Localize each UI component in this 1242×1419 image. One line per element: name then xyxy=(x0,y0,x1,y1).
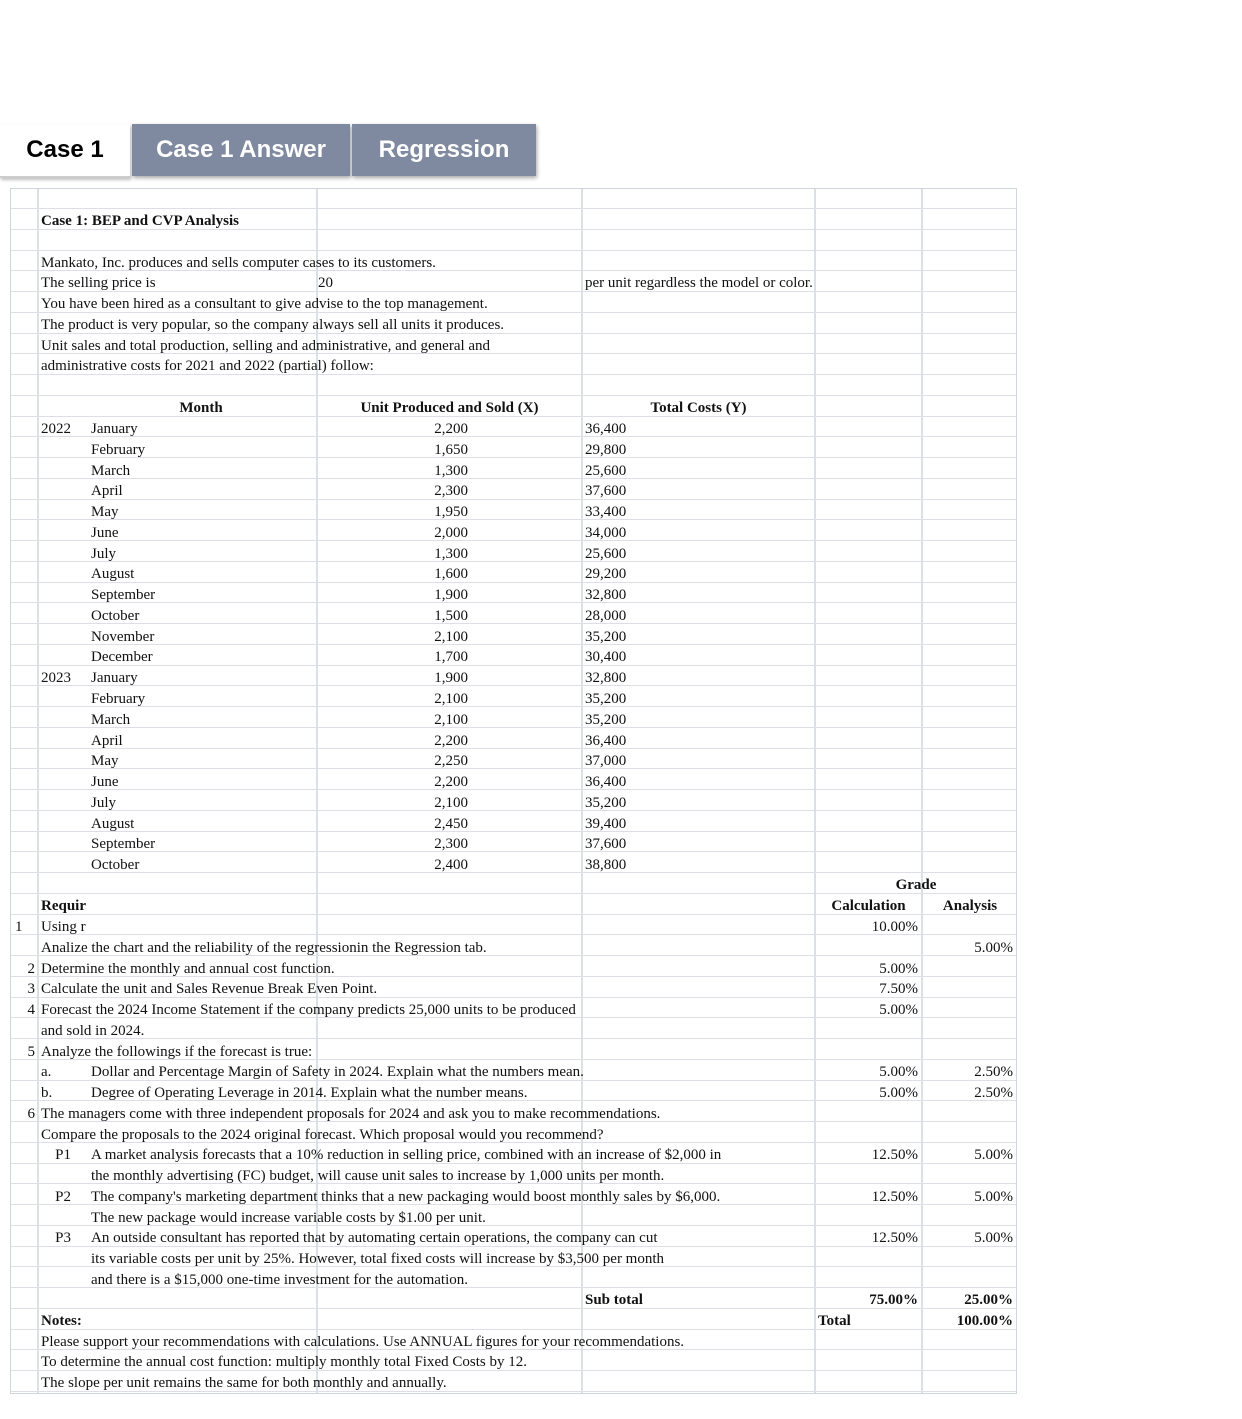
cell-year[interactable]: 2023 xyxy=(41,670,71,686)
grade-analysis-cell[interactable]: 5.00% xyxy=(974,1147,1013,1163)
cell-units[interactable]: 1,500 xyxy=(434,608,468,624)
grade-calculation-cell[interactable]: 12.50% xyxy=(871,1230,918,1246)
grade-title: Grade xyxy=(895,877,937,893)
cell-cost[interactable]: 35,200 xyxy=(585,712,627,728)
cell-units[interactable]: 1,900 xyxy=(434,587,468,603)
grade-calculation-cell[interactable]: 12.50% xyxy=(871,1147,918,1163)
grid-row-line xyxy=(11,768,1016,769)
sheet-tabs xyxy=(0,124,540,178)
requirement-number: 4 xyxy=(27,1002,35,1018)
cell-cost[interactable]: 37,000 xyxy=(585,753,627,769)
cell-units[interactable]: 2,450 xyxy=(434,816,468,832)
grid-row-line xyxy=(11,291,1016,292)
requirement-number: b. xyxy=(41,1085,53,1101)
requirement-text: The company's marketing department thinks that a new packaging would boost monthly sales by $6,000. xyxy=(91,1189,721,1205)
header-units: Unit Produced and Sold (X) xyxy=(360,400,539,416)
grid-row-line xyxy=(11,1038,1016,1039)
cell-units[interactable]: 2,000 xyxy=(434,525,468,541)
cell-cost[interactable]: 35,200 xyxy=(585,629,627,645)
requirement-text: Degree of Operating Leverage in 2014. Explain what the number means. xyxy=(91,1085,528,1101)
cell-month[interactable]: October xyxy=(91,857,140,873)
cell-cost[interactable]: 36,400 xyxy=(585,421,627,437)
cell-month[interactable]: September xyxy=(91,836,156,852)
grid-row-line xyxy=(11,789,1016,790)
requirement-text: An outside consultant has reported that by automating certain operations, the company can cut xyxy=(91,1230,658,1246)
requirement-text: and sold in 2024. xyxy=(41,1023,145,1039)
cell-cost[interactable]: 38,800 xyxy=(585,857,627,873)
cell-cost[interactable]: 37,600 xyxy=(585,483,627,499)
grid-row-line xyxy=(11,457,1016,458)
intro-line-5: Unit sales and total production, selling and administrative, and general and xyxy=(41,338,491,354)
requirement-text: and there is a $15,000 one-time investment for the automation. xyxy=(91,1272,468,1288)
requirement-number: P1 xyxy=(55,1147,71,1163)
requirement-text: Calculate the unit and Sales Revenue Break Even Point. xyxy=(41,981,378,997)
cell-units[interactable]: 1,600 xyxy=(434,566,468,582)
cell-units[interactable]: 1,900 xyxy=(434,670,468,686)
total-label: Total xyxy=(818,1313,851,1329)
grid-col-line xyxy=(814,189,816,1393)
cell-cost[interactable]: 29,800 xyxy=(585,442,627,458)
tab-regression[interactable]: Regression xyxy=(352,124,536,176)
cell-cost[interactable]: 36,400 xyxy=(585,774,627,790)
total-value: 100.00% xyxy=(956,1313,1013,1329)
requirement-text: The managers come with three independent proposals for 2024 and ask you to make recommendations. xyxy=(41,1106,661,1122)
notes-line-2: To determine the annual cost function: multiply monthly total Fixed Costs by 12. xyxy=(41,1354,527,1370)
grid-row-line xyxy=(11,665,1016,666)
subtotal-analysis: 25.00% xyxy=(964,1292,1013,1308)
notes-header: Notes: xyxy=(41,1313,82,1329)
grid-row-line xyxy=(11,810,1016,811)
grid-row-line xyxy=(11,478,1016,479)
cell-month[interactable]: July xyxy=(91,546,117,562)
intro-line-3: You have been hired as a consultant to give advise to the top management. xyxy=(41,296,488,312)
requirement-text: Using r xyxy=(41,919,86,935)
requirement-text: Analize the chart and the reliability of the regressionin the Regression tab. xyxy=(41,940,487,956)
cell-month[interactable]: March xyxy=(91,712,131,728)
requirement-text: Analyze the followings if the forecast is true: xyxy=(41,1044,313,1060)
cell-month[interactable]: January xyxy=(91,670,138,686)
cell-month[interactable]: September xyxy=(91,587,156,603)
requirement-text: the monthly advertising (FC) budget, will cause unit sales to increase by 1,000 units per month. xyxy=(91,1168,665,1184)
grade-analysis-cell[interactable]: 5.00% xyxy=(974,1230,1013,1246)
intro-line-6: administrative costs for 2021 and 2022 (partial) follow: xyxy=(41,358,374,374)
grade-calculation-header: Calculation xyxy=(831,898,906,914)
grid-row-line xyxy=(11,623,1016,624)
cell-cost[interactable]: 25,600 xyxy=(585,546,627,562)
cell-cost[interactable]: 34,000 xyxy=(585,525,627,541)
grid-row-line xyxy=(11,395,1016,396)
requirement-text: A market analysis forecasts that a 10% reduction in selling price, combined with an increase of $2,000 in xyxy=(91,1147,722,1163)
price-value[interactable]: 20 xyxy=(318,275,333,291)
cell-units[interactable]: 2,300 xyxy=(434,836,468,852)
grid-row-line xyxy=(11,685,1016,686)
grid-row-line xyxy=(11,872,1016,873)
grade-analysis-cell[interactable]: 2.50% xyxy=(974,1064,1013,1080)
cell-cost[interactable]: 37,600 xyxy=(585,836,627,852)
cell-month[interactable]: December xyxy=(91,649,153,665)
cell-units[interactable]: 1,950 xyxy=(434,504,468,520)
requirement-number: 6 xyxy=(27,1106,35,1122)
notes-line-3: The slope per unit remains the same for both monthly and annually. xyxy=(41,1375,447,1391)
tab-case-1-answer[interactable]: Case 1 Answer xyxy=(132,124,350,176)
grid-row-line xyxy=(11,831,1016,832)
tab-case-1[interactable]: Case 1 xyxy=(0,124,130,178)
requirement-text: its variable costs per unit by 25%. However, total fixed costs will increase by $3,500 per month xyxy=(91,1251,665,1267)
grid-row-line xyxy=(11,644,1016,645)
grid-row-line xyxy=(11,208,1016,209)
cell-month[interactable]: July xyxy=(91,795,117,811)
cell-units[interactable]: 2,300 xyxy=(434,483,468,499)
cell-month[interactable]: August xyxy=(91,816,135,832)
cell-cost[interactable]: 36,400 xyxy=(585,733,627,749)
cell-month[interactable]: May xyxy=(91,753,119,769)
cell-month[interactable]: January xyxy=(91,421,138,437)
cell-month[interactable]: November xyxy=(91,629,155,645)
requirement-text: The new package would increase variable costs by $1.00 per unit. xyxy=(91,1210,486,1226)
grade-analysis-cell[interactable]: 5.00% xyxy=(974,1189,1013,1205)
grid-row-line xyxy=(11,250,1016,251)
grid-row-line xyxy=(11,748,1016,749)
cell-units[interactable]: 1,700 xyxy=(434,649,468,665)
grid-col-line xyxy=(581,189,583,1393)
cell-units[interactable]: 2,100 xyxy=(434,629,468,645)
grid-row-line xyxy=(11,436,1016,437)
grade-calculation-cell[interactable]: 5.00% xyxy=(879,1002,918,1018)
cell-month[interactable]: June xyxy=(91,525,119,541)
grade-calculation-cell[interactable]: 5.00% xyxy=(879,961,918,977)
cell-units[interactable]: 2,250 xyxy=(434,753,468,769)
requirement-text: Dollar and Percentage Margin of Safety in 2024. Explain what the numbers mean. xyxy=(91,1064,584,1080)
requirement-number: 1 xyxy=(15,919,23,935)
cell-month[interactable]: April xyxy=(91,733,123,749)
cell-month[interactable]: February xyxy=(91,442,146,458)
cell-cost[interactable]: 28,000 xyxy=(585,608,627,624)
cell-month[interactable]: August xyxy=(91,566,135,582)
grade-calculation-cell[interactable]: 7.50% xyxy=(879,981,918,997)
grid-row-line xyxy=(11,706,1016,707)
intro-line-4: The product is very popular, so the company always sell all units it produces. xyxy=(41,317,505,333)
grade-calculation-cell[interactable]: 12.50% xyxy=(871,1189,918,1205)
header-month: Month xyxy=(179,400,223,416)
requirements-header: Requir xyxy=(41,898,86,914)
cell-units[interactable]: 2,200 xyxy=(434,733,468,749)
cell-units[interactable]: 2,200 xyxy=(434,774,468,790)
cell-month[interactable]: May xyxy=(91,504,119,520)
grid-row-line xyxy=(11,851,1016,852)
cell-cost[interactable]: 33,400 xyxy=(585,504,627,520)
grade-analysis-cell[interactable]: 5.00% xyxy=(974,940,1013,956)
subtotal-calc: 75.00% xyxy=(869,1292,918,1308)
grid-row-line xyxy=(11,540,1016,541)
grade-analysis-header: Analysis xyxy=(942,898,998,914)
cell-units[interactable]: 1,650 xyxy=(434,442,468,458)
requirement-number: 5 xyxy=(27,1044,35,1060)
cell-units[interactable]: 2,100 xyxy=(434,691,468,707)
price-suffix: per unit regardless the model or color. xyxy=(585,275,813,291)
requirement-number: P2 xyxy=(55,1189,71,1205)
grade-analysis-cell[interactable]: 2.50% xyxy=(974,1085,1013,1101)
grid-col-line xyxy=(37,189,39,1393)
requirement-text: Compare the proposals to the 2024 original forecast. Which proposal would you recommend? xyxy=(41,1127,604,1143)
grade-calculation-cell[interactable]: 5.00% xyxy=(879,1064,918,1080)
cell-month[interactable]: March xyxy=(91,463,131,479)
spreadsheet-grid[interactable] xyxy=(10,188,1017,1394)
grid-row-line xyxy=(11,602,1016,603)
cell-cost[interactable]: 29,200 xyxy=(585,566,627,582)
requirement-text: Forecast the 2024 Income Statement if the company predicts 25,000 units to be produced xyxy=(41,1002,576,1018)
cell-cost[interactable]: 32,800 xyxy=(585,587,627,603)
cell-month[interactable]: June xyxy=(91,774,119,790)
requirement-number: 3 xyxy=(27,981,35,997)
cell-cost[interactable]: 30,400 xyxy=(585,649,627,665)
price-label: The selling price is xyxy=(41,275,156,291)
cell-units[interactable]: 2,100 xyxy=(434,795,468,811)
grid-row-line xyxy=(11,1329,1016,1330)
grid-col-line xyxy=(921,189,923,1393)
cell-units[interactable]: 1,300 xyxy=(434,463,468,479)
cell-units[interactable]: 2,100 xyxy=(434,712,468,728)
case-title: Case 1: BEP and CVP Analysis xyxy=(41,213,239,229)
cell-units[interactable]: 2,200 xyxy=(434,421,468,437)
requirement-text: Determine the monthly and annual cost function. xyxy=(41,961,335,977)
cell-month[interactable]: October xyxy=(91,608,140,624)
cell-cost[interactable]: 32,800 xyxy=(585,670,627,686)
grade-calculation-cell[interactable]: 5.00% xyxy=(879,1085,918,1101)
grid-row-line xyxy=(11,499,1016,500)
requirement-number: 2 xyxy=(27,961,35,977)
grid-row-line xyxy=(11,519,1016,520)
cell-month[interactable]: April xyxy=(91,483,123,499)
grid-row-line xyxy=(11,582,1016,583)
header-costs: Total Costs (Y) xyxy=(650,400,747,416)
notes-line-1: Please support your recommendations with calculations. Use ANNUAL figures for your recommendations. xyxy=(41,1334,685,1350)
cell-cost[interactable]: 25,600 xyxy=(585,463,627,479)
grid-row-line xyxy=(11,561,1016,562)
grid-row-line xyxy=(11,727,1016,728)
requirement-number: P3 xyxy=(55,1230,71,1246)
intro-line-1: Mankato, Inc. produces and sells computer cases to its customers. xyxy=(41,255,436,271)
requirement-number: a. xyxy=(41,1064,52,1080)
cell-cost[interactable]: 35,200 xyxy=(585,795,627,811)
cell-units[interactable]: 2,400 xyxy=(434,857,468,873)
subtotal-label: Sub total xyxy=(585,1292,643,1308)
grade-calculation-cell[interactable]: 10.00% xyxy=(871,919,918,935)
cell-year[interactable]: 2022 xyxy=(41,421,71,437)
cell-units[interactable]: 1,300 xyxy=(434,546,468,562)
cell-cost[interactable]: 39,400 xyxy=(585,816,627,832)
cell-cost[interactable]: 35,200 xyxy=(585,691,627,707)
cell-month[interactable]: February xyxy=(91,691,146,707)
